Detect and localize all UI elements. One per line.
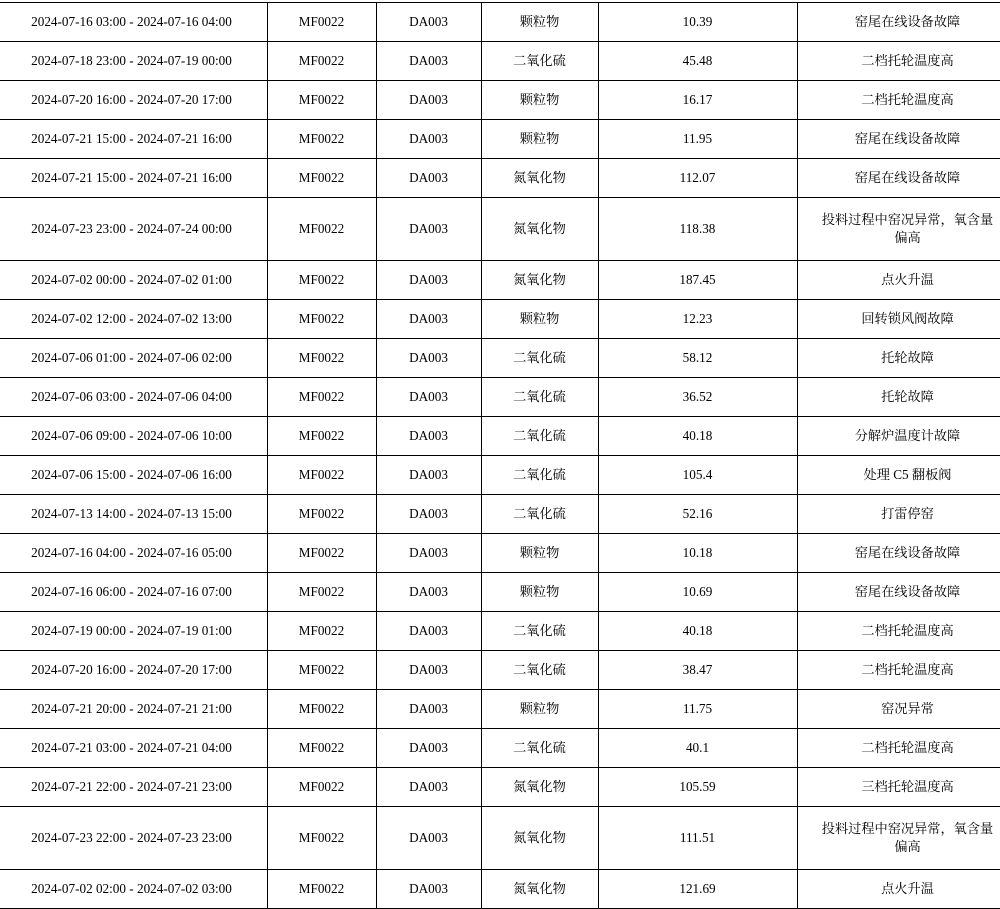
reason-text: 投料过程中窑况异常，氧含量偏高 bbox=[802, 820, 1000, 856]
table-row bbox=[0, 42, 1000, 81]
cell-device: MF0022 bbox=[267, 573, 376, 612]
cell-pollutant: 二氧化硫 bbox=[481, 456, 598, 495]
reason-text: 二档托轮温度高 bbox=[802, 739, 1000, 757]
cell-value: 58.12 bbox=[598, 339, 797, 378]
cell-point: DA003 bbox=[376, 378, 481, 417]
reason-text: 处理 C5 翻板阀 bbox=[802, 466, 1000, 484]
table-row bbox=[0, 729, 1000, 768]
table-row bbox=[0, 651, 1000, 690]
cell-point: DA003 bbox=[376, 300, 481, 339]
cell-reason bbox=[797, 261, 1000, 300]
cell-period: 2024-07-06 01:00 - 2024-07-06 02:00 bbox=[0, 339, 267, 378]
table-row bbox=[0, 417, 1000, 456]
cell-point: DA003 bbox=[376, 534, 481, 573]
table-row bbox=[0, 300, 1000, 339]
cell-reason bbox=[797, 3, 1000, 42]
reason-text: 二档托轮温度高 bbox=[802, 91, 1000, 109]
cell-device: MF0022 bbox=[267, 42, 376, 81]
cell-device: MF0022 bbox=[267, 378, 376, 417]
cell-point: DA003 bbox=[376, 495, 481, 534]
reason-text: 窑尾在线设备故障 bbox=[802, 169, 1000, 187]
table-row bbox=[0, 81, 1000, 120]
cell-device: MF0022 bbox=[267, 81, 376, 120]
cell-period: 2024-07-21 20:00 - 2024-07-21 21:00 bbox=[0, 690, 267, 729]
cell-pollutant: 氮氧化物 bbox=[481, 807, 598, 870]
cell-device: MF0022 bbox=[267, 534, 376, 573]
cell-period: 2024-07-16 04:00 - 2024-07-16 05:00 bbox=[0, 534, 267, 573]
cell-device: MF0022 bbox=[267, 807, 376, 870]
reason-text: 托轮故障 bbox=[802, 349, 1000, 367]
table-row bbox=[0, 495, 1000, 534]
cell-period: 2024-07-21 15:00 - 2024-07-21 16:00 bbox=[0, 120, 267, 159]
cell-reason bbox=[797, 81, 1000, 120]
reason-text: 托轮故障 bbox=[802, 388, 1000, 406]
cell-pollutant: 氮氧化物 bbox=[481, 159, 598, 198]
cell-pollutant: 颗粒物 bbox=[481, 534, 598, 573]
cell-value: 38.47 bbox=[598, 651, 797, 690]
cell-pollutant: 颗粒物 bbox=[481, 300, 598, 339]
cell-value: 40.18 bbox=[598, 417, 797, 456]
cell-point: DA003 bbox=[376, 807, 481, 870]
reason-text: 窑尾在线设备故障 bbox=[802, 13, 1000, 31]
cell-pollutant: 二氧化硫 bbox=[481, 378, 598, 417]
cell-period: 2024-07-02 02:00 - 2024-07-02 03:00 bbox=[0, 870, 267, 909]
reason-text: 窑尾在线设备故障 bbox=[802, 583, 1000, 601]
cell-device: MF0022 bbox=[267, 417, 376, 456]
table-row bbox=[0, 339, 1000, 378]
cell-value: 10.18 bbox=[598, 534, 797, 573]
cell-reason bbox=[797, 456, 1000, 495]
reason-text: 二档托轮温度高 bbox=[802, 52, 1000, 70]
cell-device: MF0022 bbox=[267, 339, 376, 378]
table-body bbox=[0, 3, 1000, 909]
cell-point: DA003 bbox=[376, 261, 481, 300]
cell-point: DA003 bbox=[376, 651, 481, 690]
cell-period: 2024-07-20 16:00 - 2024-07-20 17:00 bbox=[0, 81, 267, 120]
cell-value: 52.16 bbox=[598, 495, 797, 534]
cell-value: 10.69 bbox=[598, 573, 797, 612]
table-row bbox=[0, 573, 1000, 612]
table-row bbox=[0, 198, 1000, 261]
cell-reason bbox=[797, 120, 1000, 159]
cell-reason bbox=[797, 300, 1000, 339]
cell-point: DA003 bbox=[376, 198, 481, 261]
table-row bbox=[0, 807, 1000, 870]
cell-value: 16.17 bbox=[598, 81, 797, 120]
cell-pollutant: 二氧化硫 bbox=[481, 417, 598, 456]
cell-period: 2024-07-02 00:00 - 2024-07-02 01:00 bbox=[0, 261, 267, 300]
cell-reason bbox=[797, 729, 1000, 768]
cell-period: 2024-07-06 15:00 - 2024-07-06 16:00 bbox=[0, 456, 267, 495]
reason-text: 二档托轮温度高 bbox=[802, 661, 1000, 679]
cell-reason bbox=[797, 534, 1000, 573]
reason-text: 窑尾在线设备故障 bbox=[802, 130, 1000, 148]
cell-reason bbox=[797, 768, 1000, 807]
reason-text: 点火升温 bbox=[802, 880, 1000, 898]
cell-pollutant: 颗粒物 bbox=[481, 690, 598, 729]
cell-value: 118.38 bbox=[598, 198, 797, 261]
cell-period: 2024-07-21 03:00 - 2024-07-21 04:00 bbox=[0, 729, 267, 768]
cell-pollutant: 氮氧化物 bbox=[481, 198, 598, 261]
cell-period: 2024-07-21 15:00 - 2024-07-21 16:00 bbox=[0, 159, 267, 198]
cell-value: 40.1 bbox=[598, 729, 797, 768]
cell-period: 2024-07-23 22:00 - 2024-07-23 23:00 bbox=[0, 807, 267, 870]
cell-pollutant: 二氧化硫 bbox=[481, 495, 598, 534]
cell-device: MF0022 bbox=[267, 870, 376, 909]
reason-text: 打雷停窑 bbox=[802, 505, 1000, 523]
cell-reason bbox=[797, 417, 1000, 456]
cell-value: 187.45 bbox=[598, 261, 797, 300]
cell-period: 2024-07-13 14:00 - 2024-07-13 15:00 bbox=[0, 495, 267, 534]
reason-text: 三档托轮温度高 bbox=[802, 778, 1000, 796]
cell-point: DA003 bbox=[376, 573, 481, 612]
cell-period: 2024-07-06 03:00 - 2024-07-06 04:00 bbox=[0, 378, 267, 417]
reason-text: 点火升温 bbox=[802, 271, 1000, 289]
table-row bbox=[0, 261, 1000, 300]
cell-reason bbox=[797, 651, 1000, 690]
cell-device: MF0022 bbox=[267, 198, 376, 261]
cell-device: MF0022 bbox=[267, 690, 376, 729]
cell-device: MF0022 bbox=[267, 651, 376, 690]
table-row bbox=[0, 3, 1000, 42]
cell-point: DA003 bbox=[376, 417, 481, 456]
cell-pollutant: 二氧化硫 bbox=[481, 612, 598, 651]
cell-point: DA003 bbox=[376, 159, 481, 198]
cell-pollutant: 二氧化硫 bbox=[481, 729, 598, 768]
reason-text: 投料过程中窑况异常，氧含量偏高 bbox=[802, 211, 1000, 247]
cell-reason bbox=[797, 339, 1000, 378]
cell-reason bbox=[797, 870, 1000, 909]
cell-value: 112.07 bbox=[598, 159, 797, 198]
cell-point: DA003 bbox=[376, 42, 481, 81]
cell-value: 45.48 bbox=[598, 42, 797, 81]
cell-device: MF0022 bbox=[267, 120, 376, 159]
cell-device: MF0022 bbox=[267, 456, 376, 495]
cell-period: 2024-07-21 22:00 - 2024-07-21 23:00 bbox=[0, 768, 267, 807]
cell-reason bbox=[797, 573, 1000, 612]
table-row bbox=[0, 768, 1000, 807]
cell-reason bbox=[797, 612, 1000, 651]
cell-reason bbox=[797, 495, 1000, 534]
cell-pollutant: 二氧化硫 bbox=[481, 42, 598, 81]
table-row bbox=[0, 378, 1000, 417]
cell-reason bbox=[797, 159, 1000, 198]
cell-device: MF0022 bbox=[267, 261, 376, 300]
reason-text: 二档托轮温度高 bbox=[802, 622, 1000, 640]
cell-period: 2024-07-06 09:00 - 2024-07-06 10:00 bbox=[0, 417, 267, 456]
cell-reason bbox=[797, 42, 1000, 81]
cell-value: 10.39 bbox=[598, 3, 797, 42]
cell-point: DA003 bbox=[376, 612, 481, 651]
cell-point: DA003 bbox=[376, 3, 481, 42]
cell-device: MF0022 bbox=[267, 3, 376, 42]
cell-value: 11.75 bbox=[598, 690, 797, 729]
cell-reason bbox=[797, 198, 1000, 261]
reason-text: 分解炉温度计故障 bbox=[802, 427, 1000, 445]
cell-point: DA003 bbox=[376, 456, 481, 495]
cell-value: 11.95 bbox=[598, 120, 797, 159]
cell-value: 12.23 bbox=[598, 300, 797, 339]
table-row bbox=[0, 612, 1000, 651]
table-row bbox=[0, 534, 1000, 573]
cell-point: DA003 bbox=[376, 690, 481, 729]
cell-pollutant: 二氧化硫 bbox=[481, 651, 598, 690]
cell-value: 111.51 bbox=[598, 807, 797, 870]
cell-period: 2024-07-02 12:00 - 2024-07-02 13:00 bbox=[0, 300, 267, 339]
exceedance-records-table bbox=[0, 2, 1000, 909]
cell-pollutant: 氮氧化物 bbox=[481, 768, 598, 807]
cell-value: 36.52 bbox=[598, 378, 797, 417]
cell-pollutant: 氮氧化物 bbox=[481, 870, 598, 909]
cell-point: DA003 bbox=[376, 81, 481, 120]
cell-pollutant: 氮氧化物 bbox=[481, 261, 598, 300]
cell-value: 121.69 bbox=[598, 870, 797, 909]
cell-point: DA003 bbox=[376, 729, 481, 768]
cell-point: DA003 bbox=[376, 870, 481, 909]
cell-device: MF0022 bbox=[267, 729, 376, 768]
cell-period: 2024-07-16 03:00 - 2024-07-16 04:00 bbox=[0, 3, 267, 42]
reason-text: 回转锁风阀故障 bbox=[802, 310, 1000, 328]
cell-pollutant: 颗粒物 bbox=[481, 120, 598, 159]
cell-point: DA003 bbox=[376, 120, 481, 159]
cell-point: DA003 bbox=[376, 768, 481, 807]
cell-value: 40.18 bbox=[598, 612, 797, 651]
table-row bbox=[0, 159, 1000, 198]
cell-pollutant: 颗粒物 bbox=[481, 3, 598, 42]
cell-period: 2024-07-18 23:00 - 2024-07-19 00:00 bbox=[0, 42, 267, 81]
cell-reason bbox=[797, 807, 1000, 870]
cell-device: MF0022 bbox=[267, 300, 376, 339]
cell-period: 2024-07-19 00:00 - 2024-07-19 01:00 bbox=[0, 612, 267, 651]
cell-period: 2024-07-23 23:00 - 2024-07-24 00:00 bbox=[0, 198, 267, 261]
table-row bbox=[0, 870, 1000, 909]
cell-reason bbox=[797, 378, 1000, 417]
reason-text: 窑况异常 bbox=[802, 700, 1000, 718]
cell-pollutant: 颗粒物 bbox=[481, 81, 598, 120]
cell-device: MF0022 bbox=[267, 768, 376, 807]
cell-device: MF0022 bbox=[267, 495, 376, 534]
cell-pollutant: 二氧化硫 bbox=[481, 339, 598, 378]
reason-text: 窑尾在线设备故障 bbox=[802, 544, 1000, 562]
table-row bbox=[0, 456, 1000, 495]
table-row bbox=[0, 690, 1000, 729]
cell-pollutant: 颗粒物 bbox=[481, 573, 598, 612]
cell-value: 105.4 bbox=[598, 456, 797, 495]
cell-reason bbox=[797, 690, 1000, 729]
table-row bbox=[0, 120, 1000, 159]
cell-device: MF0022 bbox=[267, 612, 376, 651]
cell-point: DA003 bbox=[376, 339, 481, 378]
cell-device: MF0022 bbox=[267, 159, 376, 198]
cell-period: 2024-07-20 16:00 - 2024-07-20 17:00 bbox=[0, 651, 267, 690]
cell-value: 105.59 bbox=[598, 768, 797, 807]
cell-period: 2024-07-16 06:00 - 2024-07-16 07:00 bbox=[0, 573, 267, 612]
